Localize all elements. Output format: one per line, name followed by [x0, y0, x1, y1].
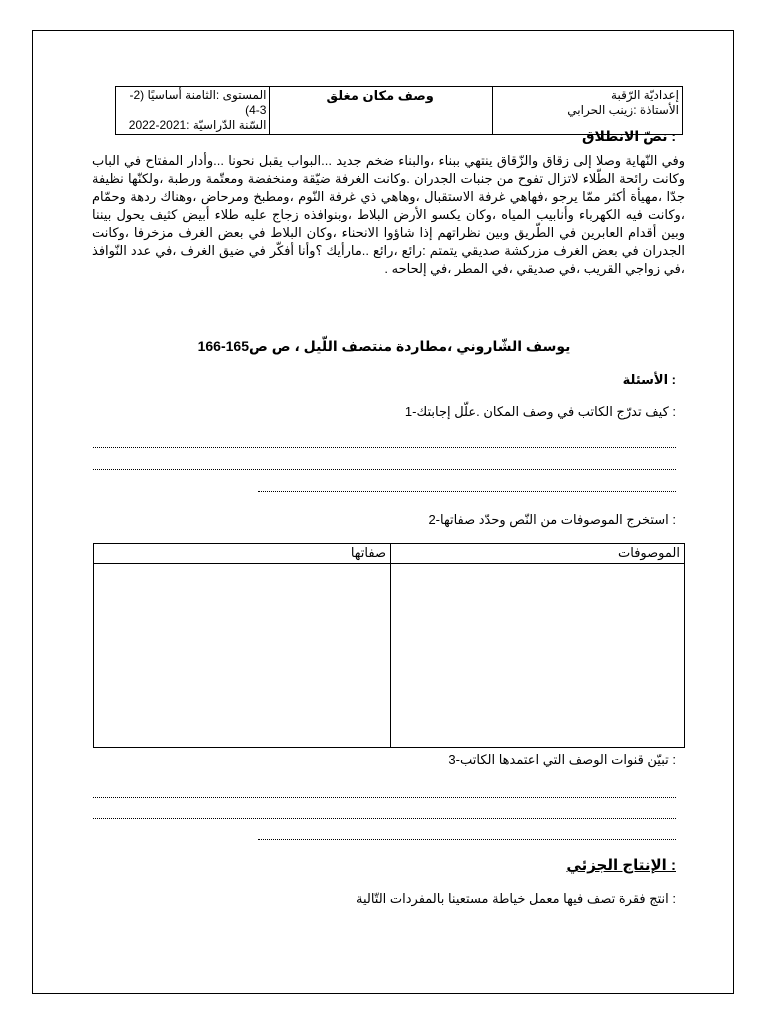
answer-line-1c[interactable] [258, 491, 676, 492]
text-reference: يوسف الشّاروني ،مطاردة منتصف اللّيل ، ص ص165-166 [197, 338, 571, 354]
level-label: المستوى :الثامنة أساسيًا (2-3-4) [129, 88, 267, 117]
text-section-title: : نصّ الانطلاق [581, 128, 676, 144]
question-2: : استخرج الموصوفات من النّص وحدّد صفاتها-2 [428, 512, 676, 527]
level-year-cell [116, 87, 270, 135]
year-label: السّنة الدّراسيّة :2021-2022 [128, 118, 267, 132]
answer-line-3a[interactable] [93, 797, 676, 798]
table-header-attributes: صفاتها [350, 545, 386, 560]
table-column-divider [390, 544, 391, 747]
production-instruction: : انتج فقرة تصف فيها معمل خياطة مستعينا بالمفردات التّالية [355, 891, 676, 906]
answer-line-1b[interactable] [93, 469, 676, 470]
table-header-described: الموصوفات [618, 545, 680, 560]
answer-line-3b[interactable] [93, 818, 676, 819]
descriptions-table [93, 543, 685, 748]
school-name: إعداديّة الرّقبة [611, 88, 679, 102]
table-header-divider [94, 563, 684, 564]
answer-line-1a[interactable] [93, 447, 676, 448]
question-1: : كيف تدرّج الكاتب في وصف المكان .علّل إجابتك-1 [404, 404, 676, 419]
teacher-name: الأستاذة :زينب الحرابي [567, 103, 679, 117]
answer-line-3c[interactable] [258, 839, 676, 840]
question-3: : تبيّن قنوات الوصف التي اعتمدها الكاتب-3 [448, 752, 676, 767]
questions-title: : الأسئلة [622, 372, 676, 387]
lesson-title: وصف مكان مغلق [270, 87, 493, 135]
production-title: : الإنتاج الجزئي [566, 857, 676, 874]
reading-paragraph: وفي النّهاية وصلا إلى زقاق والزّقاق ينتهي ببناء ،والبناء ضخم جديد ...البواب يقبل نحونا ...وأدار المفتاح في الباب وكانت رائحة الطّلاء لاتزال تفوح من جنبات الجدران .وكانت الغرفة ضيّقة ومنخفضة ومعتّمة ورطبة ،ولكنّها نظيفة جدّا ،مهيأة أكثر ممّا يرجو ،فهاهي غرفة الاستقبال ،وهاهي ذي غرفة النّوم ،ومطبخ ومرحاض ،وهناك ردهة وحمّام ،وكانت فيه الكهرباء وأنابيب المياه ،وكان يكسو الأرض البلاط ،وبنوافذه زجاج عليه طلاء أبيض كثيف يحول بيننا وبين أقدام العابرين في الطّريق وبين نظراتهم إذا شاؤوا الانحناء ،وكان البلاط في بعض الغرف مزخرفا ،وكانت الجدران في بعض الغرف مزركشة صديقي يتمتم :رائع ،رائع ..مارأيك ؟وأنا أفكّر في ضيق الغرف ،في عدد النّوافذ ،في زواجي القريب ،في صديقي ،في المطر ،في إلحاحه . [92, 153, 685, 276]
